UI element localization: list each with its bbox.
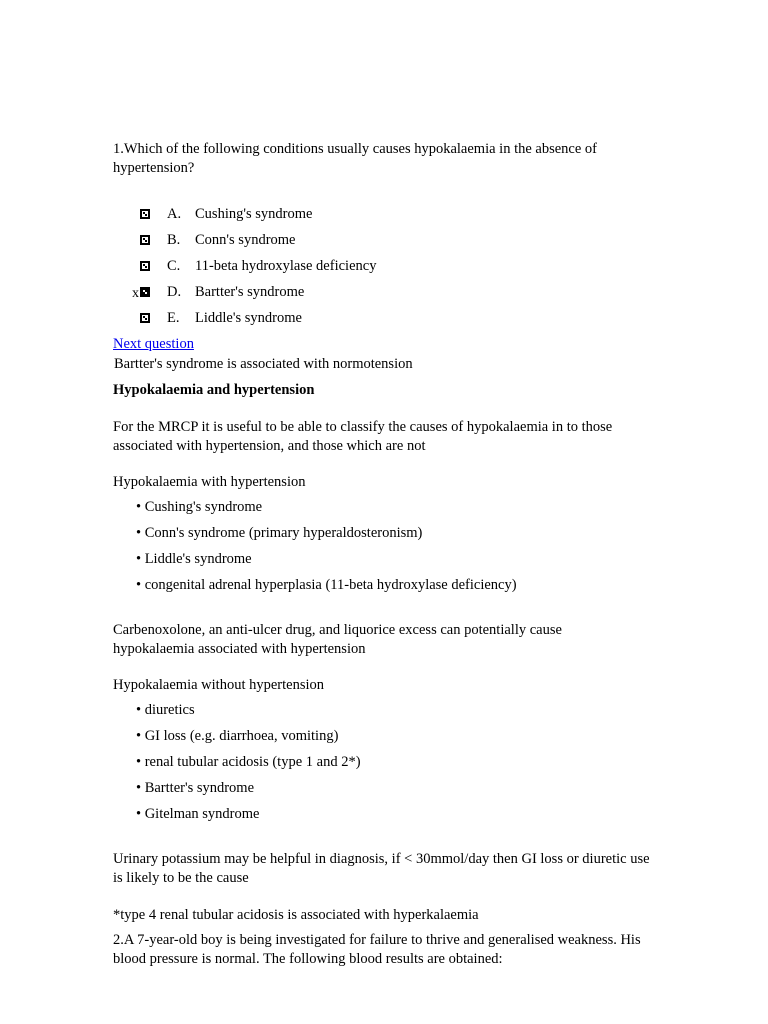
list-item: • Conn's syndrome (primary hyperaldosteronism) [136,525,423,541]
option-b-checkbox-icon[interactable] [140,235,150,245]
option-d-letter: D. [167,284,182,300]
without-hypertension-heading: Hypokalaemia without hypertension [113,677,325,693]
intro-paragraph: For the MRCP it is useful to be able to classify the causes of hypokalaemia in to those associated with hypertension, and those which are not [113,419,613,454]
answer-options [113,204,613,334]
option-e-checkbox-icon[interactable] [140,313,150,323]
type4-rta-note: *type 4 renal tubular acidosis is associated with hyperkalaemia [113,907,479,923]
option-c-letter: C. [167,258,181,274]
option-e-label: Liddle's syndrome [195,310,302,326]
option-d[interactable] [113,282,613,308]
option-a-label: Cushing's syndrome [195,206,313,222]
carbenoxolone-paragraph: Carbenoxolone, an anti-ulcer drug, and liquorice excess can potentially cause hypokalaemia associated with hypertension [113,622,562,657]
list-item: • Liddle's syndrome [136,551,252,567]
option-d-label: Bartter's syndrome [195,284,305,300]
next-question-link[interactable]: Next question [113,336,194,352]
option-e[interactable] [113,308,613,334]
option-b-label: Conn's syndrome [195,232,296,248]
option-c-label: 11-beta hydroxylase deficiency [195,258,377,274]
option-d-checkbox-icon[interactable] [140,287,150,297]
option-d-mark: x [132,286,139,301]
option-a-checkbox-icon[interactable] [140,209,150,219]
option-a[interactable] [113,204,613,230]
question-2-text: 2.A 7-year-old boy is being investigated for failure to thrive and generalised weakness. His blood pressure is normal. The following blood results are obtained: [113,932,641,967]
list-item: • Cushing's syndrome [136,499,263,515]
section-title: Hypokalaemia and hypertension [113,382,315,398]
with-hypertension-list [136,498,517,602]
option-c[interactable] [113,256,613,282]
answer-explanation-note: Bartter's syndrome is associated with normotension [114,356,413,372]
without-hypertension-list [136,701,361,831]
option-b[interactable] [113,230,613,256]
list-item: • GI loss (e.g. diarrhoea, vomiting) [136,728,339,744]
option-b-letter: B. [167,232,181,248]
list-item: • diuretics [136,702,195,718]
list-item: • renal tubular acidosis (type 1 and 2*) [136,754,361,770]
question-1-text: 1.Which of the following conditions usually causes hypokalaemia in the absence of hypertension? [113,141,598,176]
option-a-letter: A. [167,206,182,222]
urinary-potassium-paragraph: Urinary potassium may be helpful in diagnosis, if < 30mmol/day then GI loss or diuretic use is likely to be the cause [113,851,650,886]
with-hypertension-heading: Hypokalaemia with hypertension [113,474,306,490]
list-item: • Gitelman syndrome [136,806,260,822]
option-c-checkbox-icon[interactable] [140,261,150,271]
option-e-letter: E. [167,310,180,326]
list-item: • Bartter's syndrome [136,780,255,796]
list-item: • congenital adrenal hyperplasia (11-beta hydroxylase deficiency) [136,577,517,593]
